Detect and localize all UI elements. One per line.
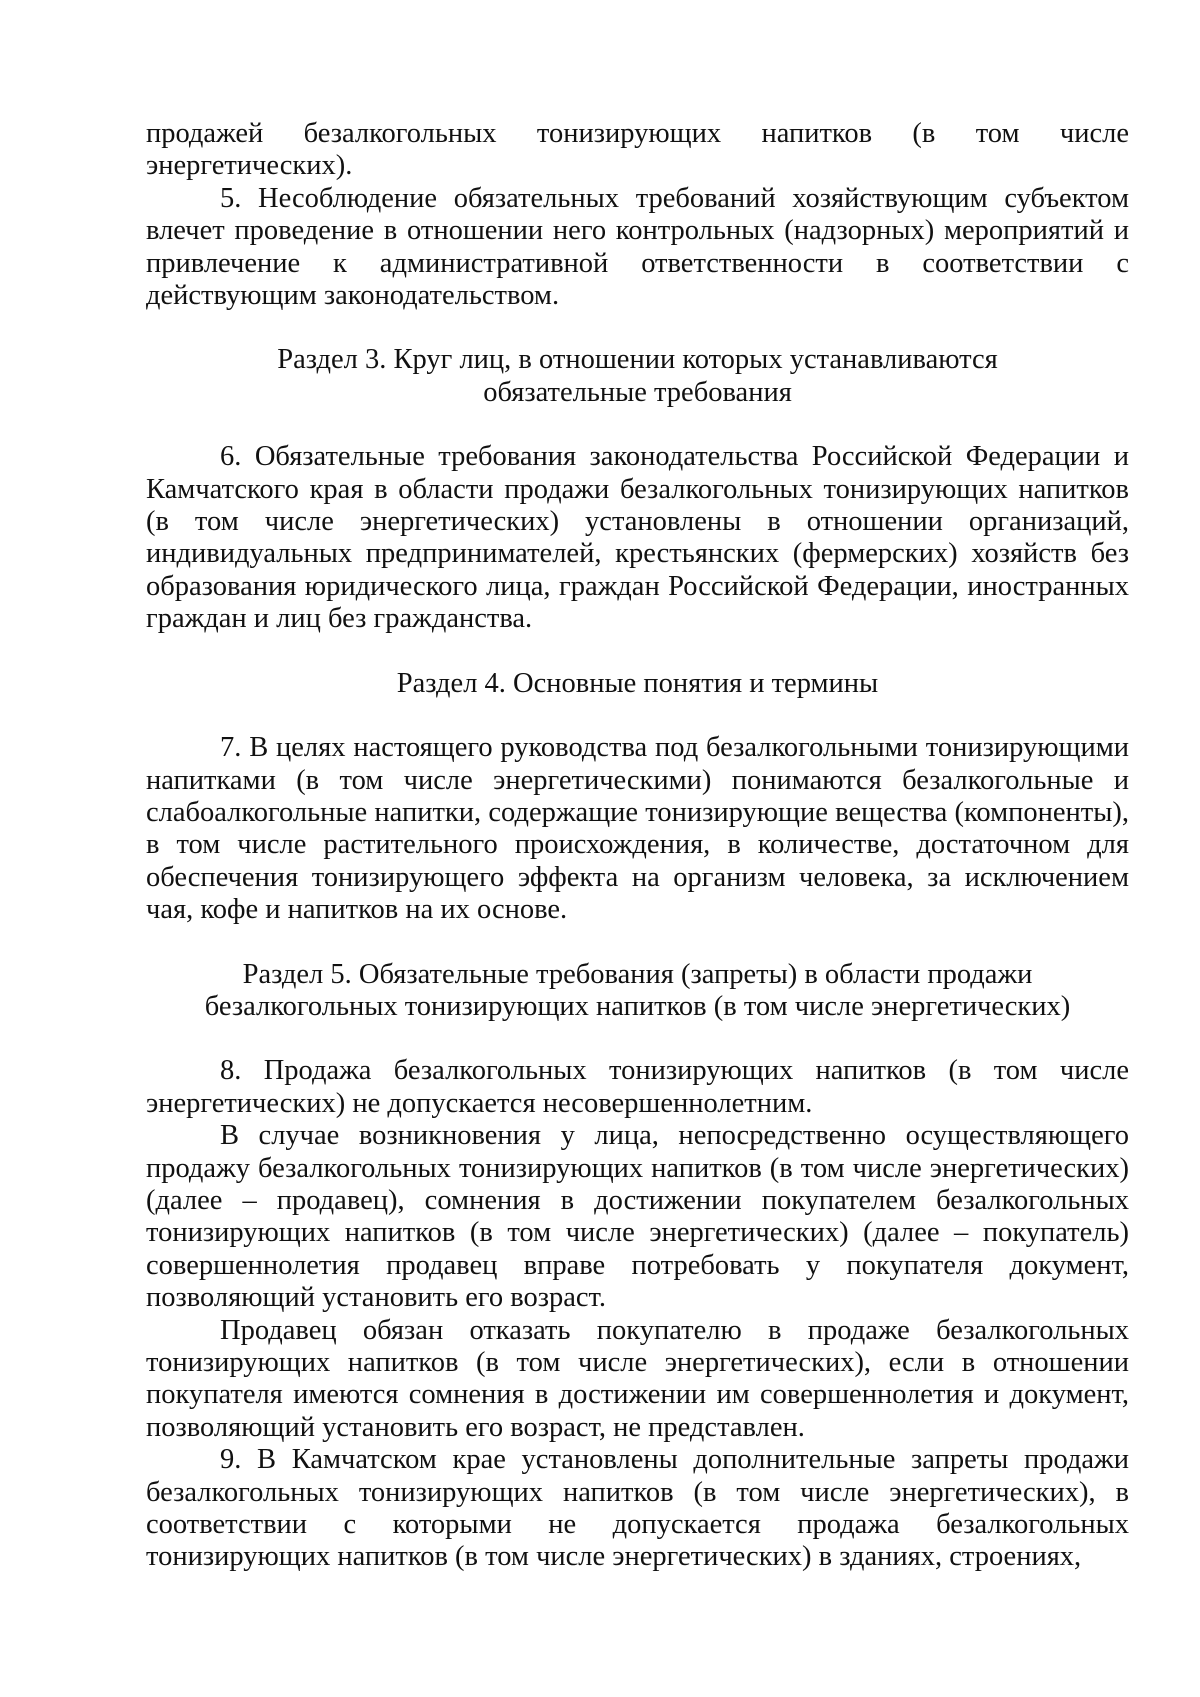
paragraph-8: 8. Продажа безалкогольных тонизирующих напитков (в том числе энергетических) не допускается несовершеннолетним. xyxy=(146,1055,1129,1119)
paragraph-8-part-3: Продавец обязан отказать покупателю в продаже безалкогольных тонизирующих напитков (в том числе энергетических), если в отношении покупателя имеются сомнения в достижении им совершеннолетия и документ, позволяющий установить его возраст, не представлен. xyxy=(146,1314,1129,1443)
paragraph-5: 5. Несоблюдение обязательных требований хозяйствующим субъектом влечет проведение в отношении него контрольных (надзорных) мероприятий и привлечение к административной ответственности в соответствии с действующим законодательством. xyxy=(146,182,1129,312)
spacer xyxy=(146,636,1129,668)
section-3-heading-line-1: Раздел 3. Круг лиц, в отношении которых устанавливаются xyxy=(277,344,998,376)
section-3-heading-line-2: обязательные требования xyxy=(483,376,792,408)
paragraph-continuation: продажей безалкогольных тонизирующих напитков (в том числе энергетических). xyxy=(146,118,1129,182)
document-page xyxy=(146,118,1129,1574)
spacer xyxy=(146,927,1129,959)
paragraph-7: 7. В целях настоящего руководства под безалкогольными тонизирующими напитками (в том числе энергетическими) понимаются безалкогольные и слабоалкогольные напитки, содержащие тонизирующие вещества (компоненты), в том числе растительного происхождения, в количестве, достаточном для обеспечения тонизирующего эффекта на организм человека, за исключением чая, кофе и напитков на их основе. xyxy=(146,732,1129,926)
paragraph-8-part-2: В случае возникновения у лица, непосредственно осуществляющего продажу безалкогольных тонизирующих напитков (в том числе энергетических) (далее – продавец), сомнения в достижении покупателем безалкогольных тонизирующих напитков (в том числе энергетических) (далее – покупатель) совершеннолетия продавец вправе потребовать у покупателя документ, позволяющий установить его возраст. xyxy=(146,1120,1129,1314)
paragraph-6: 6. Обязательные требования законодательства Российской Федерации и Камчатского края в области продажи безалкогольных тонизирующих напитков (в том числе энергетических) установлены в отношении организаций, индивидуальных предпринимателей, крестьянских (фермерских) хозяйств без образования юридического лица, граждан Российской Федерации, иностранных граждан и лиц без гражданства. xyxy=(146,441,1129,635)
paragraph-9: 9. В Камчатском крае установлены дополнительные запреты продажи безалкогольных тонизирующих напитков (в том числе энергетических), в соответствии с которыми не допускается продажа безалкогольных тонизирующих напитков (в том числе энергетических) в зданиях, строениях, xyxy=(146,1444,1129,1573)
section-5-heading-line-2: безалкогольных тонизирующих напитков (в том числе энергетических) xyxy=(204,990,1071,1022)
spacer xyxy=(146,700,1129,732)
spacer xyxy=(146,409,1129,441)
section-3-heading xyxy=(146,344,1129,409)
section-4-heading xyxy=(146,668,1129,700)
spacer xyxy=(146,312,1129,344)
section-4-heading-line-1: Раздел 4. Основные понятия и термины xyxy=(396,667,879,699)
spacer xyxy=(146,1023,1129,1055)
section-5-heading xyxy=(146,959,1129,1024)
section-5-heading-line-1: Раздел 5. Обязательные требования (запреты) в области продажи xyxy=(242,958,1033,990)
